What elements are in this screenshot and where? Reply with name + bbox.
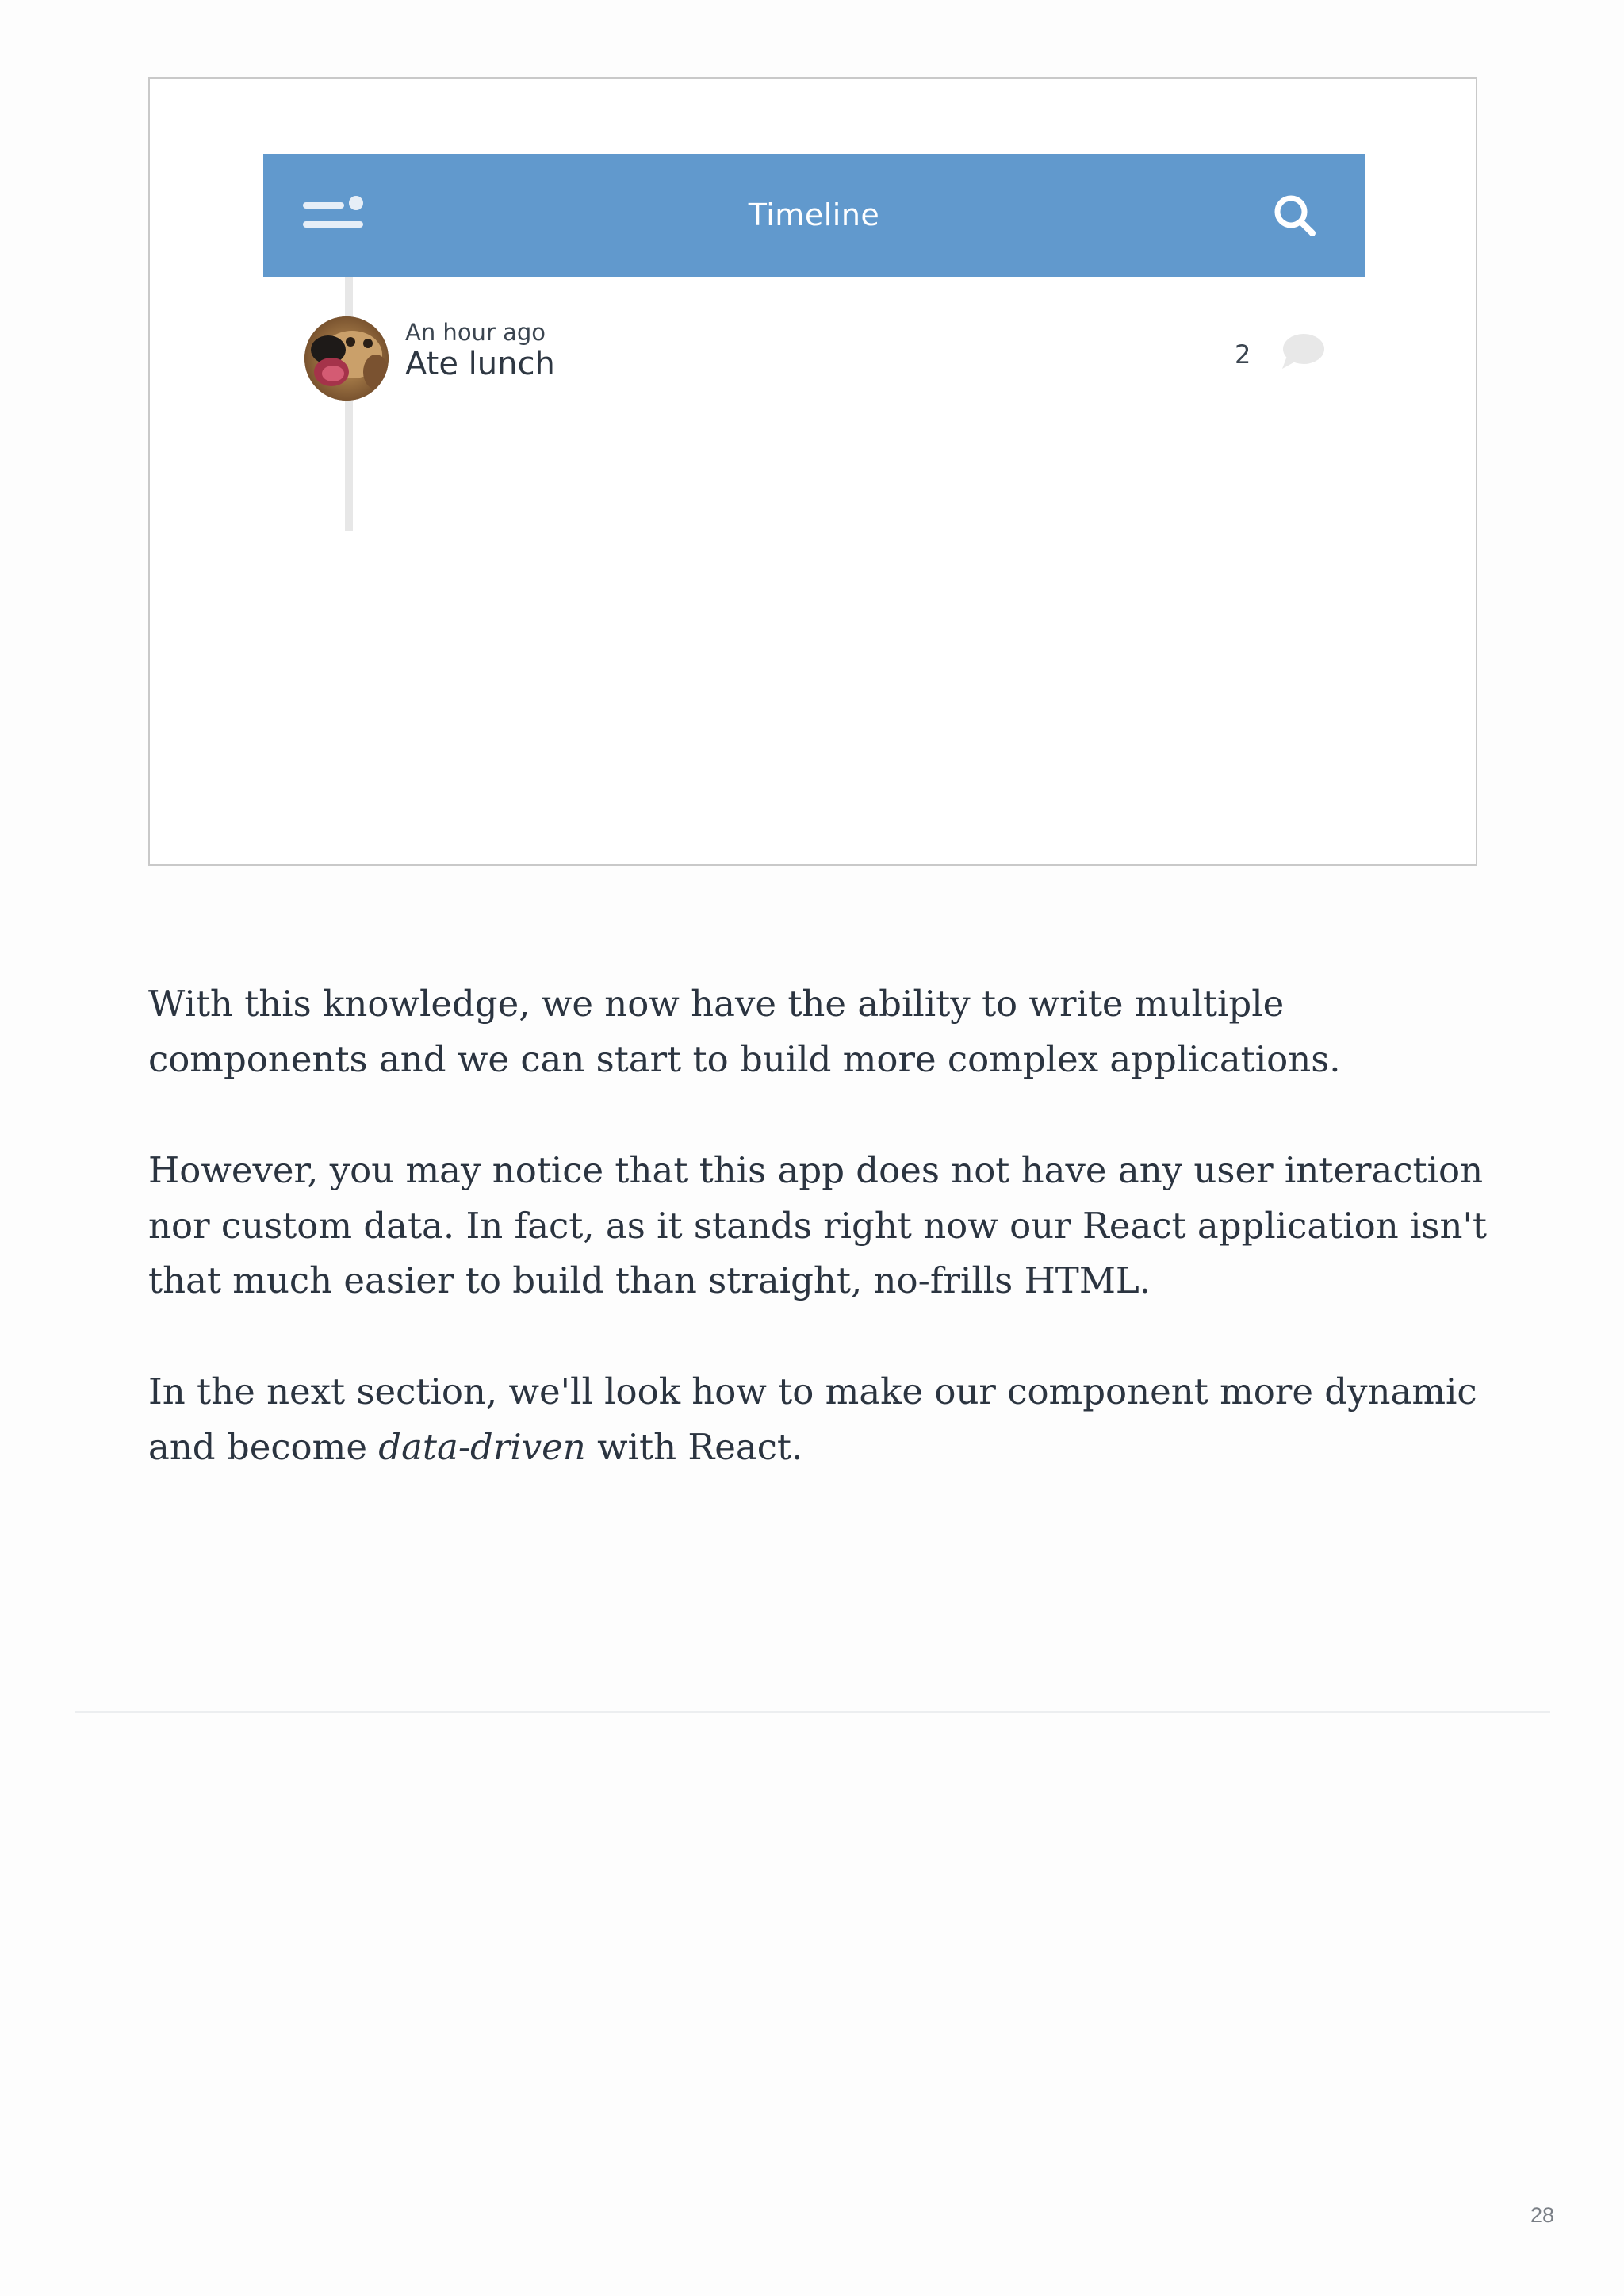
paragraph-text: In the next section, we'll look how to make our component more dynamic and become xyxy=(148,1370,1477,1468)
app-title: Timeline xyxy=(748,197,880,232)
timeline-event[interactable] xyxy=(304,316,1327,404)
comment-count: 2 xyxy=(1235,339,1251,370)
emphasis-text: data-driven xyxy=(378,1425,586,1468)
section-divider xyxy=(75,1711,1550,1713)
paragraph-text: with React. xyxy=(585,1425,803,1468)
app-header xyxy=(263,154,1365,277)
search-icon[interactable] xyxy=(1273,194,1317,238)
body-paragraph: With this knowledge, we now have the ability to write multiple components and we can start to build more complex applications. xyxy=(148,983,1341,1080)
page-number: 28 xyxy=(1530,2203,1554,2227)
figure-frame xyxy=(148,77,1477,866)
speech-bubble-icon[interactable] xyxy=(1279,332,1325,372)
event-timestamp: An hour ago xyxy=(405,319,546,346)
timeline-app xyxy=(263,154,1365,535)
timeline-line xyxy=(345,277,353,531)
body-paragraph xyxy=(148,1364,1488,1474)
body-paragraph: However, you may notice that this app does not have any user interaction nor custom data. In fact, as it stands right now our React application isn't that much easier to build than straight, no-frills HTML. xyxy=(148,1149,1487,1301)
dog-avatar xyxy=(304,316,389,401)
event-text: Ate lunch xyxy=(405,346,555,382)
